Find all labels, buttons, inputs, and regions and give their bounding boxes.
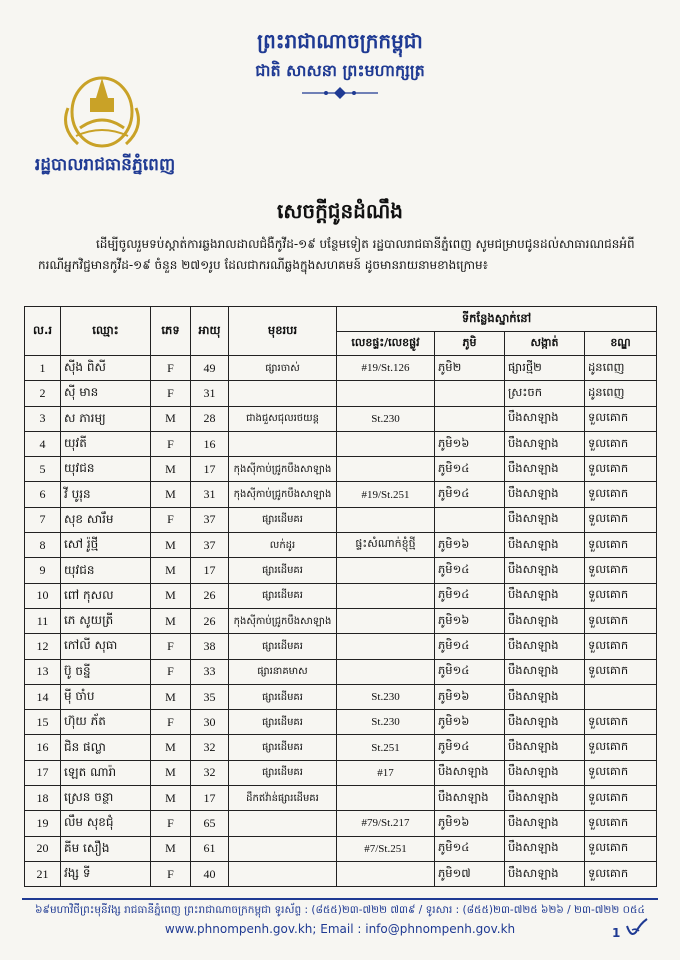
cell-house	[337, 431, 435, 456]
cell-village: ភូមិ១៤	[435, 457, 505, 482]
cell-occupation	[229, 431, 337, 456]
cell-district: ទួលគោក	[585, 608, 657, 633]
cell-district	[585, 684, 657, 709]
cell-house	[337, 558, 435, 583]
cell-sex: F	[151, 356, 191, 381]
cell-age: 16	[191, 431, 229, 456]
table-row	[25, 836, 657, 861]
cell-house: #19/St.251	[337, 482, 435, 507]
cell-house	[337, 659, 435, 684]
cell-house: #17	[337, 760, 435, 785]
cell-commune: បឹងសាឡាង	[505, 583, 585, 608]
cell-name: គីម សឿង	[61, 836, 151, 861]
cell-village: បឹងសាឡាង	[435, 786, 505, 811]
cell-village: ភូមិ១៦	[435, 811, 505, 836]
cell-name: ស ភារម្យ	[61, 406, 151, 431]
cell-district: ទួលគោក	[585, 558, 657, 583]
cell-age: 32	[191, 760, 229, 785]
cell-commune: បឹងសាឡាង	[505, 811, 585, 836]
phnom-penh-emblem-icon	[52, 68, 152, 152]
cell-name: ស៊ី មាន	[61, 381, 151, 406]
cell-age: 35	[191, 684, 229, 709]
table-row	[25, 381, 657, 406]
issuer-name: រដ្ឋបាលរាជធានីភ្នំពេញ	[34, 155, 176, 175]
cell-sex: M	[151, 583, 191, 608]
cell-age: 26	[191, 583, 229, 608]
table-row	[25, 786, 657, 811]
cell-house: St.230	[337, 710, 435, 735]
cell-age: 32	[191, 735, 229, 760]
cell-commune: បឹងសាឡាង	[505, 836, 585, 861]
cell-age: 33	[191, 659, 229, 684]
cell-commune: បឹងសាឡាង	[505, 507, 585, 532]
cell-name: កៅលី សុធា	[61, 634, 151, 659]
cell-house	[337, 786, 435, 811]
cell-no: 4	[25, 431, 61, 456]
cell-village: ភូមិ១៤	[435, 735, 505, 760]
cell-commune: បឹងសាឡាង	[505, 786, 585, 811]
cell-name: យុវជន	[61, 558, 151, 583]
cell-occupation	[229, 836, 337, 861]
cell-name: ភេ សូយត្រី	[61, 608, 151, 633]
table-row	[25, 684, 657, 709]
cell-house	[337, 457, 435, 482]
cell-district: ដូនពេញ	[585, 381, 657, 406]
cell-district: ទួលគោក	[585, 431, 657, 456]
cell-commune: បឹងសាឡាង	[505, 659, 585, 684]
cell-district: ទួលគោក	[585, 634, 657, 659]
cell-commune: បឹងសាឡាង	[505, 684, 585, 709]
cell-commune: ស្រះចក	[505, 381, 585, 406]
cell-no: 6	[25, 482, 61, 507]
cell-sex: M	[151, 684, 191, 709]
cell-district: ទួលគោក	[585, 811, 657, 836]
col-header-age: អាយុ	[191, 307, 229, 356]
cell-name: ម៉ី ចាំប	[61, 684, 151, 709]
cell-house: St.230	[337, 406, 435, 431]
table-row	[25, 583, 657, 608]
cell-sex: F	[151, 811, 191, 836]
cell-sex: M	[151, 760, 191, 785]
table-row	[25, 634, 657, 659]
cell-house	[337, 608, 435, 633]
cell-no: 5	[25, 457, 61, 482]
cell-sex: M	[151, 608, 191, 633]
cell-age: 28	[191, 406, 229, 431]
cell-commune: ផ្សារថ្មី២	[505, 356, 585, 381]
cell-age: 31	[191, 381, 229, 406]
cell-occupation: ផ្សារដើមគរ	[229, 634, 337, 659]
cell-district: ទួលគោក	[585, 533, 657, 558]
col-header-sex: ភេទ	[151, 307, 191, 356]
cell-commune: បឹងសាឡាង	[505, 634, 585, 659]
cell-name: វី បូរុន	[61, 482, 151, 507]
table-row	[25, 558, 657, 583]
cell-name: វង្ស ទី	[61, 861, 151, 886]
cell-name: សៅ រ៉ូថ្មី	[61, 533, 151, 558]
cell-age: 38	[191, 634, 229, 659]
cell-name: យុវជន	[61, 457, 151, 482]
cell-sex: F	[151, 659, 191, 684]
cell-sex: F	[151, 634, 191, 659]
cell-occupation: ផ្សារដើមគរ	[229, 735, 337, 760]
cell-age: 65	[191, 811, 229, 836]
cell-no: 3	[25, 406, 61, 431]
cell-village: ភូមិ១៤	[435, 558, 505, 583]
cell-occupation: ផ្សារចាស់	[229, 356, 337, 381]
case-rows	[25, 356, 657, 887]
cell-house: St.251	[337, 735, 435, 760]
cell-village: ភូមិ១៤	[435, 659, 505, 684]
national-motto: ជាតិ សាសនា ព្រះមហាក្សត្រ	[255, 61, 425, 80]
cell-occupation: កុងស៊ីកាប់ជ្រូកបឹងសាឡាង	[229, 482, 337, 507]
cell-age: 31	[191, 482, 229, 507]
cell-sex: M	[151, 482, 191, 507]
col-header-village: ភូមិ	[435, 332, 505, 356]
cell-village	[435, 507, 505, 532]
footer-address: ៦៩មហាវិថីព្រះមុនីវង្ស រាជធានីភ្នំពេញ ព្រះរាជាណាចក្រកម្ពុជា ទូរស័ព្ទ : (៨៥៥)២៣-៧២២ ៧៣៩ / ទូរសារ : (៨៥៥)២៣-៧២៥ ៦២៦ / ២៣-៧២២ ០៥៤	[35, 904, 645, 916]
cell-village: ភូមិ១៦	[435, 533, 505, 558]
cell-no: 18	[25, 786, 61, 811]
cell-occupation: ផ្សារដើមគរ	[229, 507, 337, 532]
cell-district: ទួលគោក	[585, 760, 657, 785]
cell-house: ផ្ទះសំណាក់ខ្ញុំថ្មី	[337, 533, 435, 558]
cell-village: ភូមិ១៤	[435, 583, 505, 608]
cell-occupation	[229, 811, 337, 836]
cell-no: 8	[25, 533, 61, 558]
col-header-district: ខណ្ឌ	[585, 332, 657, 356]
cell-district: ទួលគោក	[585, 659, 657, 684]
cell-district: ដូនពេញ	[585, 356, 657, 381]
cell-village: ភូមិ១៤	[435, 482, 505, 507]
table-row	[25, 457, 657, 482]
cell-commune: បឹងសាឡាង	[505, 533, 585, 558]
cell-name: សុខ សារឹម	[61, 507, 151, 532]
cell-name: ប៊ូ ចន្នី	[61, 659, 151, 684]
cell-occupation: ផ្សារដើមគរ	[229, 760, 337, 785]
table-row	[25, 533, 657, 558]
cell-commune: បឹងសាឡាង	[505, 406, 585, 431]
cell-name: ពៅ កុសល	[61, 583, 151, 608]
cell-commune: បឹងសាឡាង	[505, 710, 585, 735]
cell-house	[337, 507, 435, 532]
cell-no: 9	[25, 558, 61, 583]
cell-no: 13	[25, 659, 61, 684]
col-header-residence: ទីកន្លែងស្នាក់នៅ	[337, 307, 657, 332]
cell-age: 17	[191, 558, 229, 583]
cell-commune: បឹងសាឡាង	[505, 558, 585, 583]
cell-house: #7/St.251	[337, 836, 435, 861]
cell-sex: M	[151, 735, 191, 760]
cell-no: 21	[25, 861, 61, 886]
cell-occupation	[229, 381, 337, 406]
cell-occupation: ផ្សារដើមគរ	[229, 583, 337, 608]
cell-age: 17	[191, 457, 229, 482]
cell-district: ទួលគោក	[585, 457, 657, 482]
cell-name: ជិន ផល្លា	[61, 735, 151, 760]
cell-village: ភូមិ១៤	[435, 634, 505, 659]
cell-name: ហ៊ុយ ភ័ត	[61, 710, 151, 735]
notice-body: ដើម្បីចូលរួមទប់ស្កាត់ការឆ្លងរាលដាលជំងឺកូវីដ-១៩ បន្ថែមទៀត រដ្ឋបាលរាជធានីភ្នំពេញ សូមជម្រាបជូនដល់សាធារណជនអំពីករណីអ្នកវិជ្ជមានកូវីដ-១៩ ចំនួន ២៧១រូប ដែលជាករណីឆ្លងក្នុងសហគមន៍ ដូចមានរាយនាមខាងក្រោម៖	[38, 237, 635, 272]
cell-village: ភូមិ១៤	[435, 836, 505, 861]
col-header-commune: សង្កាត់	[505, 332, 585, 356]
cell-age: 49	[191, 356, 229, 381]
cell-district: ទួលគោក	[585, 482, 657, 507]
cell-no: 12	[25, 634, 61, 659]
cell-occupation: ផ្សារដើមគរ	[229, 684, 337, 709]
table-row	[25, 482, 657, 507]
cell-sex: M	[151, 533, 191, 558]
cell-no: 10	[25, 583, 61, 608]
case-list-table	[24, 306, 657, 887]
cell-village: បឹងសាឡាង	[435, 760, 505, 785]
cell-commune: បឹងសាឡាង	[505, 457, 585, 482]
cell-commune: បឹងសាឡាង	[505, 760, 585, 785]
cell-occupation: ផ្សារដើមគរ	[229, 710, 337, 735]
cell-commune: បឹងសាឡាង	[505, 431, 585, 456]
cell-occupation: កុងស៊ីកាប់ជ្រូកបឹងសាឡាង	[229, 457, 337, 482]
cell-occupation: ផ្សារនាគមាស	[229, 659, 337, 684]
cell-house	[337, 861, 435, 886]
cell-district: ទួលគោក	[585, 583, 657, 608]
cell-age: 26	[191, 608, 229, 633]
table-row	[25, 861, 657, 886]
table-row	[25, 608, 657, 633]
cell-house: #79/St.217	[337, 811, 435, 836]
cell-commune: បឹងសាឡាង	[505, 735, 585, 760]
cell-age: 17	[191, 786, 229, 811]
ornament-divider-icon	[300, 86, 380, 100]
cell-village: ភូមិ១៦	[435, 710, 505, 735]
cell-sex: F	[151, 861, 191, 886]
cell-name: យុវតី	[61, 431, 151, 456]
cell-name: ឡេត ណារ៉ា	[61, 760, 151, 785]
table-row	[25, 659, 657, 684]
cell-sex: M	[151, 786, 191, 811]
cell-house	[337, 583, 435, 608]
cell-commune: បឹងសាឡាង	[505, 608, 585, 633]
cell-occupation: ដឹកឥវ៉ាន់ផ្សារដើមគរ	[229, 786, 337, 811]
cell-district: ទួលគោក	[585, 861, 657, 886]
cell-sex: F	[151, 381, 191, 406]
cell-occupation: កុងស៊ីកាប់ជ្រូកបឹងសាឡាង	[229, 608, 337, 633]
col-header-occupation: មុខរបរ	[229, 307, 337, 356]
table-row	[25, 760, 657, 785]
cell-sex: M	[151, 406, 191, 431]
cell-sex: M	[151, 457, 191, 482]
cell-commune: បឹងសាឡាង	[505, 861, 585, 886]
cell-commune: បឹងសាឡាង	[505, 482, 585, 507]
cell-district: ទួលគោក	[585, 735, 657, 760]
cell-village: ភូមិ១៧	[435, 861, 505, 886]
col-header-name: ឈ្មោះ	[61, 307, 151, 356]
cell-no: 17	[25, 760, 61, 785]
cell-age: 37	[191, 533, 229, 558]
col-header-no: ល.រ	[25, 307, 61, 356]
cell-district: ទួលគោក	[585, 836, 657, 861]
cell-village: ភូមិ១៦	[435, 684, 505, 709]
cell-sex: F	[151, 431, 191, 456]
cell-age: 37	[191, 507, 229, 532]
cell-district: ទួលគោក	[585, 507, 657, 532]
cell-house	[337, 634, 435, 659]
footer-website: www.phnompenh.gov.kh; Email : info@phnompenh.gov.kh	[164, 922, 516, 936]
cell-district: ទួលគោក	[585, 710, 657, 735]
footer-divider	[22, 898, 658, 900]
cell-occupation: ជាងជួសជុលរថយន្ត	[229, 406, 337, 431]
table-row	[25, 735, 657, 760]
cell-sex: M	[151, 836, 191, 861]
handwritten-initials-icon	[624, 916, 650, 940]
cell-age: 30	[191, 710, 229, 735]
table-row	[25, 356, 657, 381]
cell-district: ទួលគោក	[585, 786, 657, 811]
cell-no: 14	[25, 684, 61, 709]
kingdom-heading: ព្រះរាជាណាចក្រកម្ពុជា	[257, 29, 423, 53]
cell-house	[337, 381, 435, 406]
cell-village	[435, 406, 505, 431]
cell-no: 1	[25, 356, 61, 381]
cell-village: ភូមិ១៦	[435, 431, 505, 456]
table-row	[25, 811, 657, 836]
cell-no: 11	[25, 608, 61, 633]
cell-occupation: ផ្សារដើមគរ	[229, 558, 337, 583]
table-row	[25, 431, 657, 456]
cell-no: 19	[25, 811, 61, 836]
cell-village: ភូមិ២	[435, 356, 505, 381]
cell-no: 20	[25, 836, 61, 861]
cell-no: 7	[25, 507, 61, 532]
cell-name: ស្រេន ចន្ថា	[61, 786, 151, 811]
cell-house: #19/St.126	[337, 356, 435, 381]
cell-occupation	[229, 861, 337, 886]
cell-sex: F	[151, 710, 191, 735]
cell-sex: M	[151, 558, 191, 583]
cell-house: St.230	[337, 684, 435, 709]
table-row	[25, 507, 657, 532]
cell-district: ទួលគោក	[585, 406, 657, 431]
cell-no: 16	[25, 735, 61, 760]
table-row	[25, 710, 657, 735]
cell-village	[435, 381, 505, 406]
cell-village: ភូមិ១៦	[435, 608, 505, 633]
cell-name: ស៊ីង ពិសី	[61, 356, 151, 381]
cell-age: 40	[191, 861, 229, 886]
cell-sex: F	[151, 507, 191, 532]
col-header-house: លេខផ្ទះ/លេខផ្លូវ	[337, 332, 435, 356]
cell-no: 2	[25, 381, 61, 406]
cell-occupation: លក់ដូរ	[229, 533, 337, 558]
page-number: 1	[612, 926, 621, 940]
cell-no: 15	[25, 710, 61, 735]
notice-title: សេចក្តីជូនដំណឹង	[277, 199, 403, 223]
cell-age: 61	[191, 836, 229, 861]
cell-name: លឹម សុខជុំ	[61, 811, 151, 836]
table-row	[25, 406, 657, 431]
